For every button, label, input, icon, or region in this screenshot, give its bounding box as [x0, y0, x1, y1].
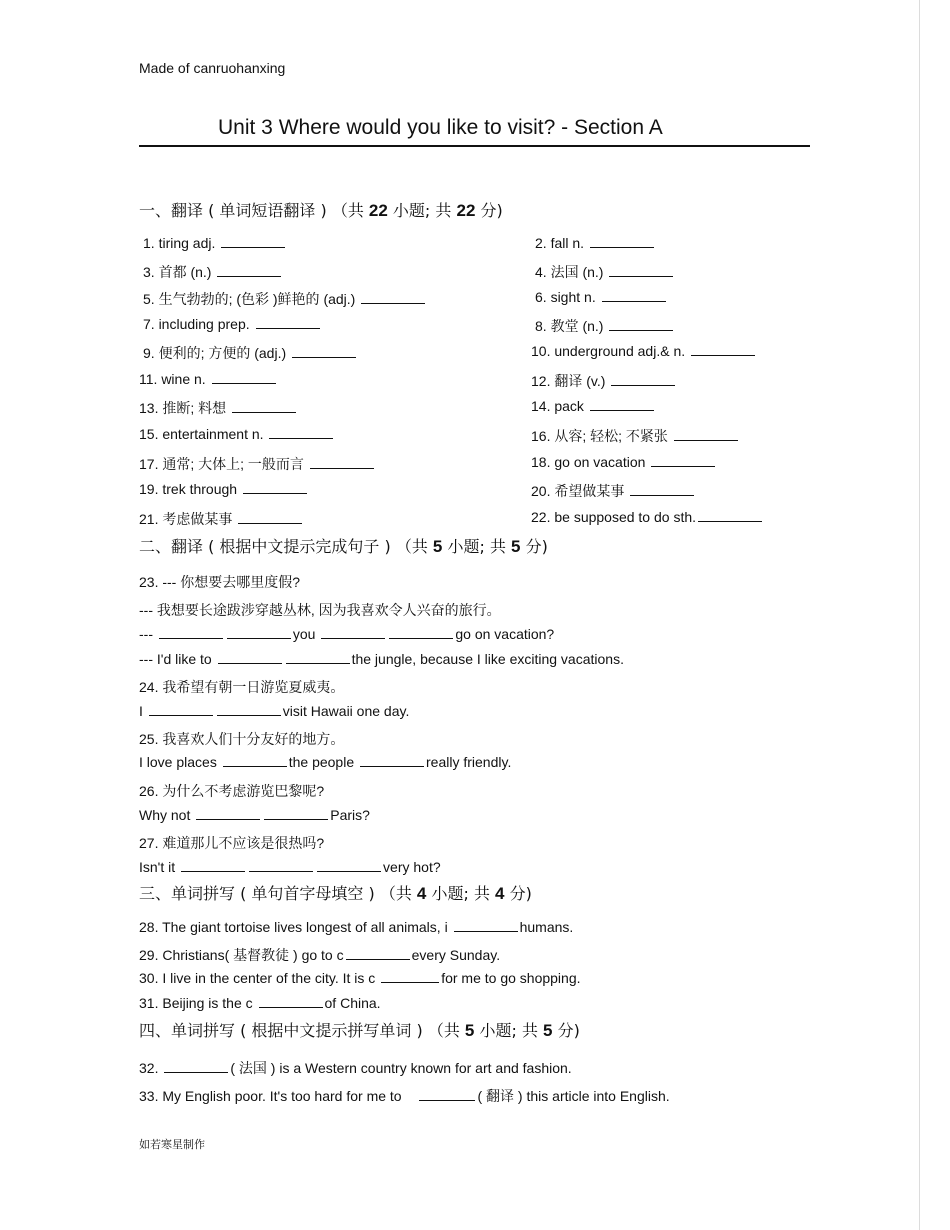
vocab-prompt: 1. tiring adj. [143, 235, 216, 251]
answer-blank[interactable] [286, 651, 350, 664]
vocab-item [139, 426, 335, 442]
question-count: 22 [368, 201, 388, 220]
sentence-text: I love places [139, 754, 217, 770]
q27-chinese: 27. 难道那儿不应该是很热吗? [139, 835, 325, 851]
q24-chinese: 24. 我希望有朝一日游览夏威夷。 [139, 679, 345, 695]
vocab-prompt: 19. trek through [139, 481, 238, 497]
question-count: 4 [416, 884, 427, 903]
answer-blank[interactable] [630, 483, 694, 496]
vocab-prompt: 16. 从容; 轻松; 不紧张 [531, 428, 668, 444]
vocab-item [535, 235, 656, 251]
question-count: 5 [464, 1021, 475, 1040]
vocab-prompt: 8. 教堂 (n.) [535, 318, 604, 334]
answer-blank[interactable] [164, 1060, 228, 1073]
vocab-prompt: 9. 便利的; 方便的 (adj.) [143, 345, 287, 361]
answer-blank[interactable] [360, 754, 424, 767]
sentence-text: every Sunday. [411, 947, 501, 963]
answer-blank[interactable] [346, 947, 410, 960]
section-label: 小题; 共 [387, 201, 457, 220]
vocab-prompt: 12. 翻译 (v.) [531, 373, 606, 389]
sentence-text: 30. I live in the center of the city. It is c [139, 970, 376, 986]
vocab-item [139, 454, 376, 474]
section-2-heading [139, 534, 548, 557]
answer-blank[interactable] [611, 373, 675, 386]
q27-sentence [139, 859, 441, 875]
vocab-item [139, 398, 298, 418]
q26-sentence [139, 807, 370, 823]
answer-blank[interactable] [698, 509, 762, 522]
answer-blank[interactable] [256, 316, 320, 329]
score: 4 [495, 884, 505, 903]
vocab-item [139, 371, 278, 387]
sentence-text: visit Hawaii one day. [282, 703, 410, 719]
answer-blank[interactable] [159, 626, 223, 639]
answer-blank[interactable] [196, 807, 260, 820]
vocab-item [531, 454, 717, 470]
sentence-text: ( 法国 ) is a Western country known for art and fashion. [230, 1060, 572, 1076]
vocab-prompt: 2. fall n. [535, 235, 585, 251]
answer-blank[interactable] [227, 626, 291, 639]
q31-sentence [139, 995, 381, 1011]
sentence-text: Isn't it [139, 859, 176, 875]
q23-chinese-answer: --- 我想要长途跋涉穿越丛林, 因为我喜欢令人兴奋的旅行。 [139, 602, 501, 618]
answer-blank[interactable] [259, 995, 323, 1008]
sentence-text: you [292, 626, 316, 642]
q23-line-b [139, 651, 624, 667]
q28-sentence [139, 919, 573, 935]
sentence-text: 31. Beijing is the c [139, 995, 253, 1011]
answer-blank[interactable] [317, 859, 381, 872]
section-3-heading [139, 881, 532, 904]
section-label: 四、单词拼写 ( 根据中文提示拼写单词 ) （共 [139, 1021, 465, 1040]
answer-blank[interactable] [217, 264, 281, 277]
answer-blank[interactable] [264, 807, 328, 820]
vocab-item [143, 289, 427, 309]
answer-blank[interactable] [691, 343, 755, 356]
section-label: 一、翻译 ( 单词短语翻译 ) （共 [139, 201, 369, 220]
sentence-text: 28. The giant tortoise lives longest of all animals, i [139, 919, 448, 935]
answer-blank[interactable] [310, 456, 374, 469]
vocab-item [143, 316, 322, 332]
vocab-item [535, 289, 668, 305]
sentence-text: 32. [139, 1060, 159, 1076]
vocab-prompt: 13. 推断; 料想 [139, 400, 227, 416]
answer-blank[interactable] [609, 318, 673, 331]
page-edge [919, 0, 920, 1230]
vocab-prompt: 17. 通常; 大体上; 一般而言 [139, 456, 304, 472]
answer-blank[interactable] [419, 1088, 475, 1101]
section-label: 分) [475, 201, 503, 220]
section-label: 三、单词拼写 ( 单句首字母填空 ) （共 [139, 884, 417, 903]
vocab-item [143, 262, 283, 282]
vocab-item [143, 235, 287, 251]
section-1-heading [139, 198, 503, 221]
answer-blank[interactable] [321, 626, 385, 639]
vocab-prompt: 6. sight n. [535, 289, 596, 305]
answer-blank[interactable] [609, 264, 673, 277]
vocab-item [139, 509, 304, 529]
sentence-text: --- [139, 626, 153, 642]
sentence-text: --- I'd like to [139, 651, 212, 667]
q32-sentence [139, 1058, 572, 1078]
sentence-text: for me to go shopping. [441, 970, 581, 986]
answer-blank[interactable] [651, 454, 715, 467]
answer-blank[interactable] [602, 289, 666, 302]
answer-blank[interactable] [232, 400, 296, 413]
section-label: 分) [520, 537, 548, 556]
q33-sentence [139, 1086, 670, 1106]
answer-blank[interactable] [381, 970, 439, 983]
answer-blank[interactable] [249, 859, 313, 872]
answer-blank[interactable] [389, 626, 453, 639]
score: 22 [456, 201, 476, 220]
vocab-prompt: 7. including prep. [143, 316, 250, 332]
q24-sentence [139, 703, 409, 719]
answer-blank[interactable] [361, 291, 425, 304]
answer-blank[interactable] [149, 703, 213, 716]
q26-chinese: 26. 为什么不考虑游览巴黎呢? [139, 783, 325, 799]
section-label: 小题; 共 [474, 1021, 544, 1040]
section-label: 小题; 共 [426, 884, 496, 903]
section-4-heading [139, 1018, 580, 1041]
vocab-prompt: 14. pack [531, 398, 584, 414]
header-note: Made of canruohanxing [139, 60, 286, 76]
answer-blank[interactable] [238, 511, 302, 524]
sentence-text: Why not [139, 807, 191, 823]
answer-blank[interactable] [221, 235, 285, 248]
vocab-prompt: 10. underground adj.& n. [531, 343, 686, 359]
vocab-item [139, 481, 309, 497]
vocab-item [531, 481, 696, 501]
sentence-text: I [139, 703, 143, 719]
answer-blank[interactable] [181, 859, 245, 872]
section-label: 二、翻译 ( 根据中文提示完成句子 ) （共 [139, 537, 433, 556]
vocab-item [535, 316, 675, 336]
vocab-item [531, 426, 740, 446]
q29-sentence [139, 945, 500, 965]
vocab-item [535, 262, 675, 282]
vocab-prompt: 4. 法国 (n.) [535, 264, 604, 280]
answer-blank[interactable] [217, 703, 281, 716]
sentence-text: 29. Christians( 基督教徒 ) go to c [139, 947, 344, 963]
sentence-text: very hot? [383, 859, 441, 875]
score: 5 [511, 537, 521, 556]
vocab-prompt: 21. 考虑做某事 [139, 511, 233, 527]
sentence-text: the jungle, because I like exciting vacations. [351, 651, 624, 667]
score: 5 [543, 1021, 553, 1040]
answer-blank[interactable] [674, 428, 738, 441]
answer-blank[interactable] [590, 398, 654, 411]
vocab-prompt: 22. be supposed to do sth. [531, 509, 697, 525]
section-label: 分) [504, 884, 532, 903]
sentence-text: Paris? [330, 807, 370, 823]
vocab-prompt: 18. go on vacation [531, 454, 646, 470]
vocab-item [531, 343, 757, 359]
question-count: 5 [432, 537, 443, 556]
vocab-item [531, 509, 764, 525]
answer-blank[interactable] [590, 235, 654, 248]
vocab-prompt: 15. entertainment n. [139, 426, 264, 442]
answer-blank[interactable] [212, 371, 276, 384]
q25-sentence [139, 754, 511, 770]
section-label: 分) [552, 1021, 580, 1040]
answer-blank[interactable] [218, 651, 282, 664]
page-title: Unit 3 Where would you like to visit? - Section A [218, 116, 663, 139]
vocab-item [531, 371, 677, 391]
title-divider [139, 145, 810, 147]
footer-credit: 如若寒星制作 [139, 1138, 205, 1151]
vocab-prompt: 5. 生气勃勃的; (色彩 )鲜艳的 (adj.) [143, 291, 356, 307]
sentence-text: 33. My English poor. It's too hard for me to [139, 1088, 402, 1104]
vocab-prompt: 11. wine n. [139, 371, 206, 387]
vocab-prompt: 20. 希望做某事 [531, 483, 625, 499]
section-label: 小题; 共 [442, 537, 512, 556]
answer-blank[interactable] [269, 426, 333, 439]
sentence-text: go on vacation? [455, 626, 555, 642]
q30-sentence [139, 970, 581, 986]
answer-blank[interactable] [223, 754, 287, 767]
sentence-text: of China. [324, 995, 381, 1011]
sentence-text: ( 翻译 ) this article into English. [477, 1088, 670, 1104]
vocab-item [143, 343, 358, 363]
sentence-text: humans. [519, 919, 574, 935]
vocab-prompt: 3. 首都 (n.) [143, 264, 212, 280]
sentence-text: the people [288, 754, 355, 770]
q23-chinese: 23. --- 你想要去哪里度假? [139, 574, 301, 590]
answer-blank[interactable] [454, 919, 518, 932]
vocab-item [531, 398, 656, 414]
answer-blank[interactable] [292, 345, 356, 358]
answer-blank[interactable] [243, 481, 307, 494]
sentence-text: really friendly. [426, 754, 512, 770]
q23-line-a [139, 626, 554, 642]
q25-chinese: 25. 我喜欢人们十分友好的地方。 [139, 731, 345, 747]
